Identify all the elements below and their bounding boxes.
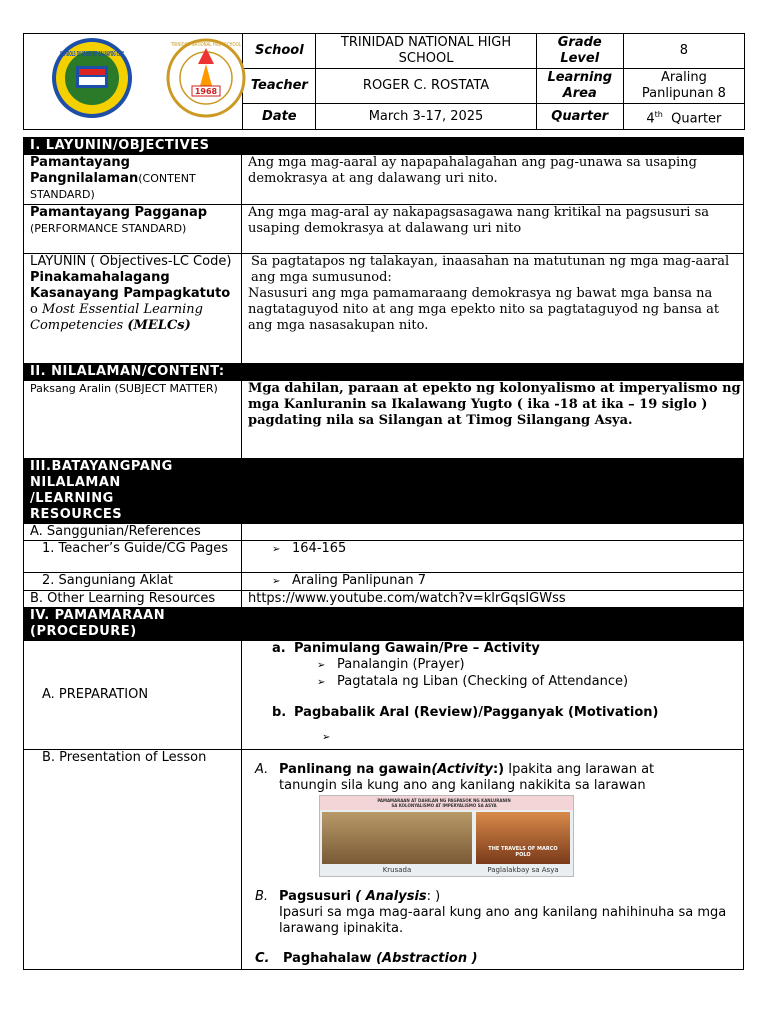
school-name: TRINIDAD NATIONAL HIGH SCHOOL	[316, 34, 536, 69]
performance-standard-sub: (PERFORMANCE STANDARD)	[30, 222, 187, 235]
area-label: Learning Area	[536, 69, 623, 104]
arrow-bullet-icon: ➢	[317, 677, 326, 688]
header-table	[23, 33, 745, 130]
crusade-painting-icon	[322, 812, 472, 864]
step-a-title: Panimulang Gawain/Pre – Activity	[294, 641, 540, 656]
section-content-heading: II. NILALAMAN/CONTENT:	[24, 364, 744, 381]
layunin-text: Nasusuri ang mga pamamaraang demokrasya ng bawat mga bansa na nagtataguyod nito at ang mga epekto nito sa pagtataguyod ng bansa at ang mga nasasakupan nito.	[248, 286, 720, 333]
content-standard-sub: (CONTENT STANDARD)	[30, 172, 196, 201]
teacher-name: ROGER C. ROSTATA	[316, 69, 536, 104]
grade-value: 8	[623, 34, 744, 69]
step-C-letter: C.	[255, 951, 270, 966]
subject-matter-label: Paksang Aralin (SUBJECT MATTER)	[24, 381, 242, 459]
presentation-content	[242, 750, 744, 970]
arrow-bullet-icon: ➢	[272, 576, 281, 587]
subject-matter-text: Mga dahilan, paraan at epekto ng kolonyalismo at imperyalismo ng mga Kanluranin sa Ikalawang Yugto ( ika -18 at ika – 19 siglo ) pagdating nila sa Silangan at Timog Silangang Asya.	[242, 381, 744, 459]
step-a-item-2: ➢ Pagtatala ng Liban (Checking of Attendance)	[317, 674, 629, 689]
step-C-title: Paghahalaw	[283, 951, 372, 966]
step-b-letter: b.	[272, 705, 287, 720]
school-label: School	[243, 34, 316, 69]
quarter-label: Quarter	[536, 104, 623, 130]
content-standard-text: Ang mga mag-aaral ay napapahalagahan ang pag-unawa sa usaping demokrasya at ang dalawang uri nito.	[242, 155, 744, 205]
image-caption-2: Paglalakbay sa Asya	[487, 866, 559, 874]
other-resources-label: B. Other Learning Resources	[24, 591, 242, 608]
quarter-word: Quarter	[671, 110, 722, 126]
quarter-sup: th	[654, 109, 663, 119]
section-objectives-heading: I. LAYUNIN/OBJECTIVES	[24, 138, 744, 155]
layunin-intro: Sa pagtatapos ng talakayan, inaasahan na matutunan ng mga mag-aaral ang mga sumusunod:	[251, 254, 730, 285]
melc-o: o	[30, 302, 42, 317]
school-seal-icon	[168, 40, 244, 116]
references-value	[242, 524, 744, 541]
preparation-label: A. PREPARATION	[24, 641, 242, 750]
performance-standard-title: Pamantayang Pagganap	[30, 205, 208, 220]
melc-abbr: (MELCs)	[127, 318, 191, 333]
quarter-num: 4	[646, 110, 655, 126]
aklat-label: 2. Sanguniang Aklat	[24, 573, 242, 591]
step-A-close: :)	[492, 762, 505, 777]
arrow-bullet-icon: ➢	[272, 544, 281, 555]
aklat-value-cell	[242, 573, 744, 591]
logo1-text: SCHOOLS DIVISION OF CALBAYOG CITY	[60, 50, 125, 58]
logos-cell	[24, 34, 243, 130]
presentation-label: B. Presentation of Lesson	[24, 750, 242, 970]
step-A-text2: tanungin sila kung ano ang kanilang nakikita sa larawan	[279, 778, 646, 793]
quarter-value	[623, 104, 744, 130]
division-seal-icon	[52, 38, 132, 118]
step-A-text1: Ipakita ang larawan at	[504, 762, 655, 777]
arrow-bullet-icon: ➢	[322, 732, 331, 743]
layunin-label: LAYUNIN ( Objectives-LC Code)	[30, 254, 232, 269]
step-B-title: Pagsusuri	[279, 889, 352, 904]
step-A-title: Panlinang na gawain	[279, 762, 432, 777]
step-B-text: Ipasuri sa mga mag-aaral kung ano ang kanilang nahihinuha sa mga larawang ipinakita.	[279, 905, 727, 936]
references-label: A. Sanggunian/References	[24, 524, 242, 541]
image-banner-text: PAMAMARAAN AT DAHILAN NG PAGPASOK NG KANLURANIN SA KOLONYALISMO AT IMPERYALISMO SA ASYA	[377, 798, 511, 808]
other-resources-link[interactable]: https://www.youtube.com/watch?v=klrGqsIGWss	[242, 591, 744, 608]
teachers-guide-value: 164-165	[292, 541, 347, 556]
teachers-guide-value-cell	[242, 541, 744, 573]
step-B-paren: ( Analysis	[355, 889, 427, 904]
teacher-label: Teacher	[243, 69, 316, 104]
arrow-bullet-icon: ➢	[317, 660, 326, 671]
grade-label: Grade Level	[536, 34, 623, 69]
content-standard-title: Pamantayang Pangnilalaman	[30, 155, 139, 186]
logo2-text: TRINIDAD NATIONAL HIGH SCHOOL	[170, 42, 242, 48]
step-a-letter: a.	[272, 641, 286, 656]
performance-standard-label	[24, 205, 242, 254]
section-procedure-heading-fill	[242, 608, 744, 641]
image-title-2: THE TRAVELS OF MARCO POLO	[488, 846, 558, 858]
layunin-label-cell	[24, 254, 242, 364]
lesson-image	[319, 795, 574, 877]
aklat-value: Araling Panlipunan 7	[292, 573, 427, 588]
melc-italic: Most Essential Learning Competencies	[30, 302, 203, 333]
step-C-paren: (Abstraction )	[376, 951, 478, 966]
layunin-text-cell	[242, 254, 744, 364]
content-standard-label	[24, 155, 242, 205]
section-resources-heading: III.BATAYANGPANG NILALAMAN /LEARNING RESOURCES	[24, 459, 242, 524]
image-caption-1: Krusada	[382, 866, 412, 874]
step-a-item-1: ➢ Panalangin (Prayer)	[317, 657, 465, 672]
step-B-close: : )	[426, 889, 441, 904]
step-b-title: Pagbabalik Aral (Review)/Pagganyak (Motivation)	[294, 705, 659, 720]
school-logos	[26, 34, 240, 124]
step-B-letter: B.	[255, 889, 269, 904]
preparation-content	[242, 641, 744, 750]
step-A-paren: (Activity	[431, 762, 493, 777]
date-value: March 3-17, 2025	[316, 104, 536, 130]
step-A-letter: A.	[255, 762, 269, 777]
teachers-guide-label: 1. Teacher’s Guide/CG Pages	[24, 541, 242, 573]
performance-standard-text: Ang mga mag-aral ay nakapagsasagawa nang kritikal na pagsusuri sa usaping demokrasya at dalawang uri nito	[242, 205, 744, 254]
lesson-plan-table	[23, 137, 744, 970]
section-procedure-heading: IV. PAMAMARAAN (PROCEDURE)	[24, 608, 242, 641]
logo2-year: 1968	[195, 87, 218, 96]
melc-title: Pinakamahalagang Kasanayang Pampagkatuto	[30, 270, 231, 301]
area-value: Araling Panlipunan 8	[623, 69, 744, 104]
section-resources-heading-fill	[242, 459, 744, 524]
date-label: Date	[243, 104, 316, 130]
